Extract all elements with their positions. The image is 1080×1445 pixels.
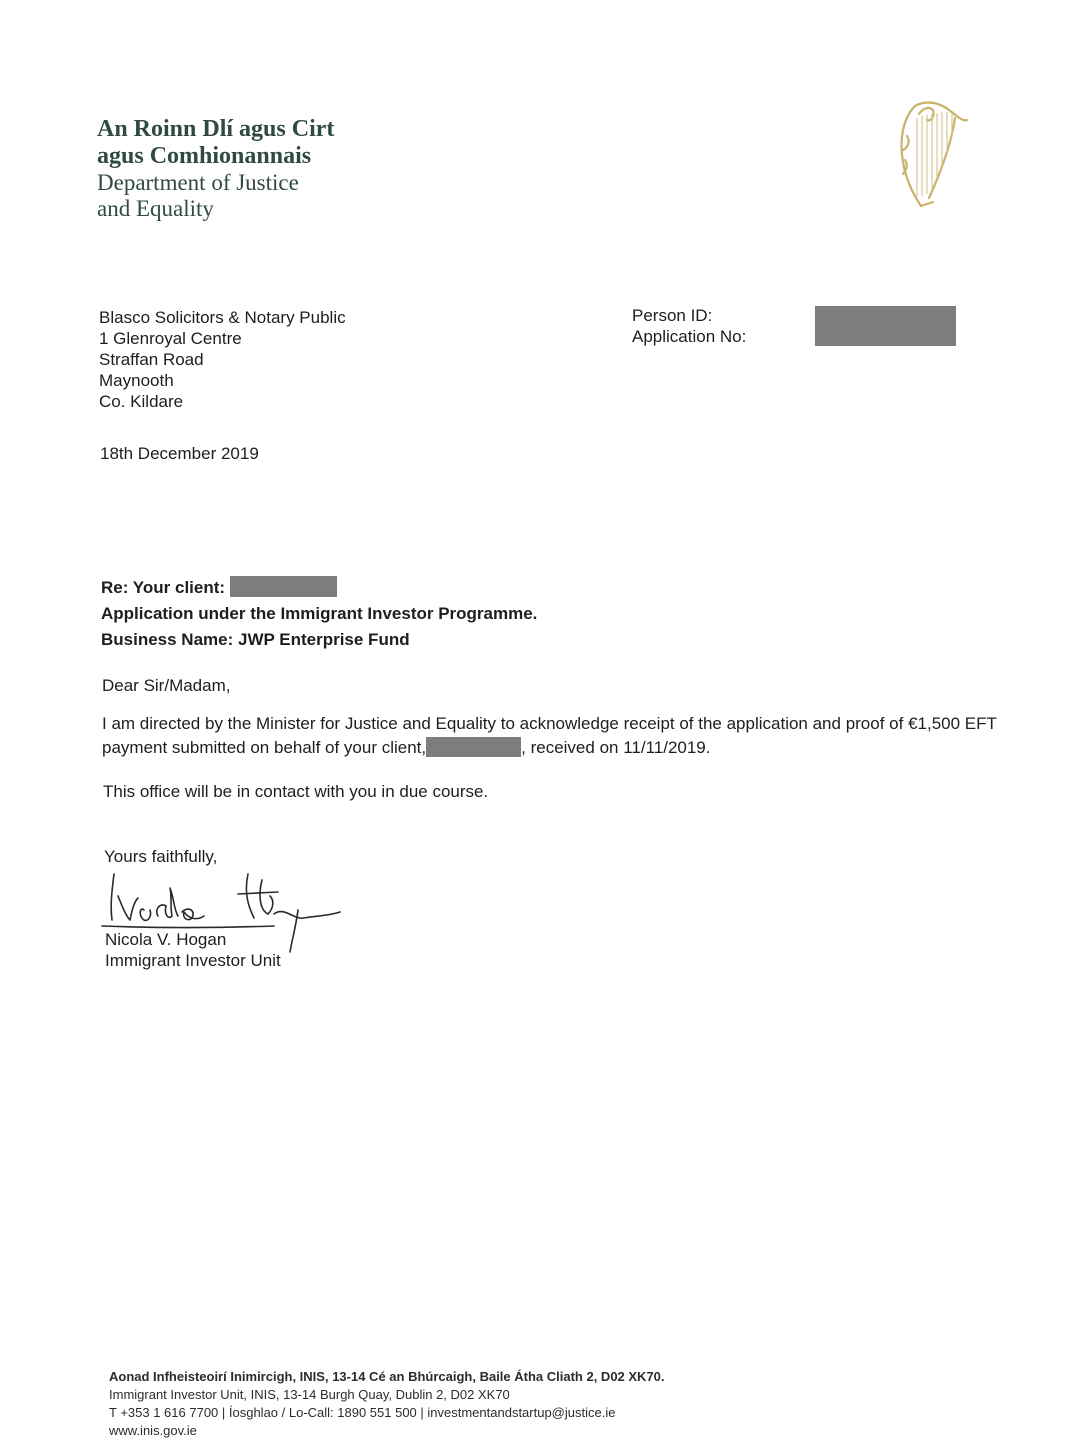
recipient-firm: Blasco Solicitors & Notary Public [99, 308, 346, 327]
department-name-english-line1: Department of Justice [97, 170, 299, 195]
client-name-redaction [426, 737, 521, 757]
footer-website: www.inis.gov.ie [109, 1423, 197, 1438]
recipient-address-line: Straffan Road [99, 350, 204, 369]
department-name-irish-line1: An Roinn Dlí agus Cirt [97, 116, 335, 142]
footer-contact: T +353 1 616 7700 | Íosghlao / Lo-Call: 1890 551 500 | investmentandstartup@justice.ie [109, 1405, 616, 1420]
recipient-address-line: Co. Kildare [99, 392, 184, 411]
subject-business-line: Business Name: JWP Enterprise Fund [101, 630, 410, 649]
subject-programme-line: Application under the Immigrant Investor Programme. [101, 604, 538, 623]
footer-english-address: Immigrant Investor Unit, INIS, 13-14 Burgh Quay, Dublin 2, D02 XK70 [109, 1387, 510, 1402]
application-no-label: Application No: [632, 327, 747, 346]
person-id-label: Person ID: [632, 306, 713, 325]
subject-block [101, 575, 537, 653]
reference-labels [632, 305, 746, 347]
letter-date: 18th December 2019 [100, 444, 259, 463]
body-paragraph-contact: This office will be in contact with you in due course. [103, 782, 489, 801]
valediction: Yours faithfully, [104, 847, 218, 866]
salutation: Dear Sir/Madam, [102, 676, 231, 695]
re-label: Re: Your client: [101, 578, 226, 597]
signatory-block [105, 929, 281, 971]
body-paragraph-acknowledgement [102, 712, 1002, 760]
letterhead-department [97, 116, 334, 222]
recipient-address-line: 1 Glenroyal Centre [99, 329, 242, 348]
recipient-address [99, 307, 346, 412]
harp-icon [893, 96, 971, 212]
signatory-unit: Immigrant Investor Unit [105, 951, 281, 970]
paragraph-text: I am directed by the Minister for Justice and Equality to acknowledge receipt of the application and proof of €1,500 EFT payment submitted on behalf of your client, [102, 714, 997, 757]
paragraph-text: , received on 11/11/2019. [521, 738, 711, 757]
subject-client-line [101, 575, 537, 601]
signatory-name: Nicola V. Hogan [105, 930, 227, 949]
department-name-english-line2: and Equality [97, 196, 214, 221]
department-name-irish-line2: agus Comhionannais [97, 143, 312, 169]
client-name-redaction [230, 576, 337, 597]
recipient-address-line: Maynooth [99, 371, 174, 390]
footer [109, 1368, 665, 1440]
reference-redaction [815, 306, 956, 346]
footer-irish-address: Aonad Infheisteoirí Inimircigh, INIS, 13-14 Cé an Bhúrcaigh, Baile Átha Cliath 2, D02 XK70. [109, 1369, 665, 1384]
